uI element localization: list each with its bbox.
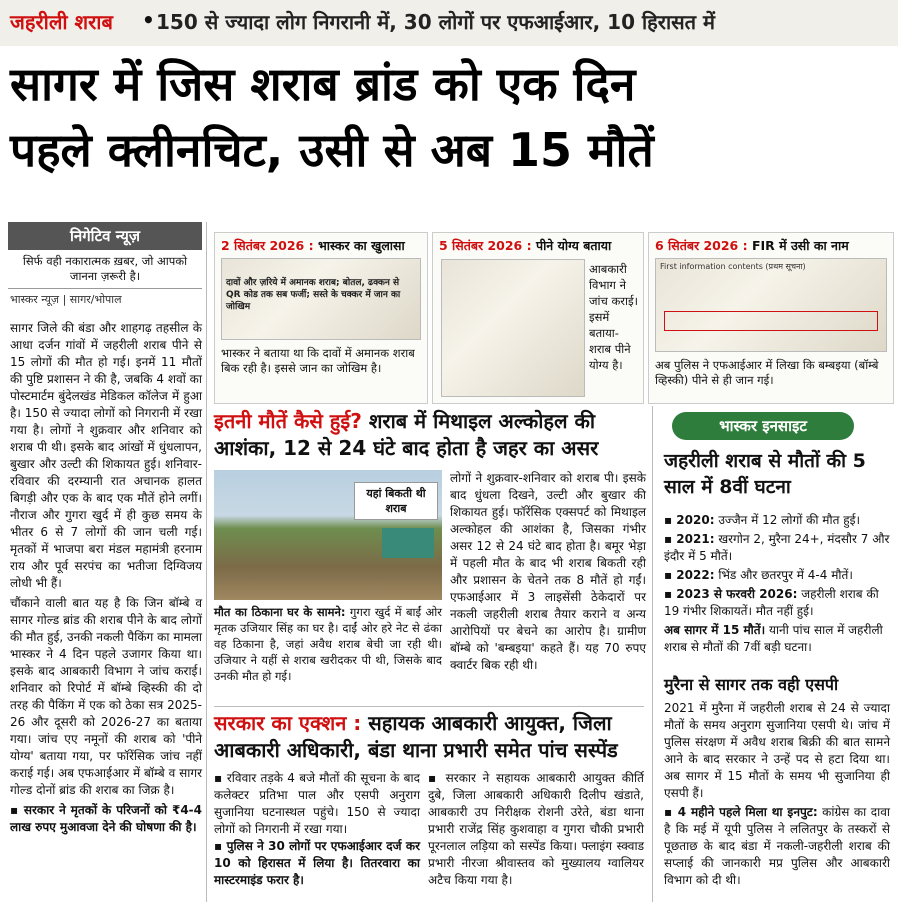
- panel-3-title: [649, 233, 893, 258]
- right-column-divider: [652, 406, 653, 902]
- action-heading-text: सहायक आबकारी आयुक्त, जिला आबकारी अधिकारी, बंडा थाना प्रभारी समेत पांच सस्पेंड: [214, 711, 618, 762]
- mid-story-text: लोगों ने शुक्रवार-शनिवार को शराब पी। इसके बाद धुंधला दिखने, उल्टी और बुखार की शिकायत हुई। फॉरेंसिक एक्सपर्ट को मिथाइल अल्कोहल की आशंका है, जिसका गंभीर असर 12 से 24 घंटे बाद होता है। बमूर भेड़ा में पहली मौत के बाद भी शराब बिकती रही और प्रशासन के चेतने तक 8 मौतें हो गईं। एफआईआर में 3 लाइसेंसी ठेकेदारों पर नकली जहरीली शराब तैयार कराने व अन्य आरोपियों पर बेचने का आरोप है। ग्रामीण बॉम्बे को 'बम्बइया' कहते हैं। यह 70 रुपए क्वार्टर बिक रही थी।: [450, 471, 646, 672]
- insight-item-text: यानी पांच साल में जहरीली शराब से मौतों की 7वीं बड़ी घटना।: [664, 623, 883, 654]
- photo-caption-text: गुगरा खुर्द में बाईं ओर मृतक उजियार सिंह का घर है। दाईं ओर हरे नेट से ढंका वह ठिकाना है, जहां अवैध शराब बेची जा रही थी। उजियार ने यहीं से शराब खरीदकर पी थी, जिसके बाद उनकी मौत हो गई।: [214, 605, 442, 683]
- headline-line-1: सागर में जिस शराब ब्रांड को एक दिन: [10, 57, 636, 111]
- photo-caption-bold: मौत का ठिकाना घर के सामने:: [214, 605, 346, 619]
- action-left-para-2: ▪ पुलिस ने 30 लोगों पर एफआईआर दर्ज कर 10 को हिरासत में लिया है। तितरवारा का मास्टरमाइंड फरार है।: [214, 839, 420, 887]
- action-left-para-1: ▪ रविवार तड़के 4 बजे मौतों की सूचना के बाद कलेक्टर प्रतिभा पाल और एसपी अनुराग सुजानिया घटनास्थल पहुंचे। 150 से ज्यादा लोगों को निगरानी में रखा गया।: [214, 771, 420, 836]
- village-photo: [214, 470, 442, 600]
- insight-item-label: ▪ 2021:: [664, 532, 715, 546]
- insight-item-label: ▪ 2022:: [664, 568, 715, 582]
- kicker-label: जहरीली शराब: [10, 10, 113, 34]
- panel-2-document-image: [441, 259, 585, 397]
- morena-text-block: [664, 700, 890, 891]
- panel-sept-6: [648, 232, 894, 404]
- panel-1-caption: भास्कर ने बताया था कि दावों में अमानक शराब बिक रही है। इससे जान का जोखिम है।: [221, 346, 415, 375]
- morena-bullet-text: कांग्रेस का दावा है कि मई में यूपी पुलिस ने ललितपुर के तस्करों से पूछताछ के बाद बंडा में नकली-जहरीली शराब की सप्लाई की जानकारी मप्र पुलिस और आबकारी विभाग को दी थी।: [664, 805, 891, 887]
- insight-item-text: भिंड और छतरपुर में 4-4 मौतें।: [714, 568, 853, 582]
- insight-item: [664, 512, 890, 529]
- action-right-text: ▪ सरकार ने सहायक आबकारी आयुक्त कीर्ति दुबे, जिला आबकारी अधिकारी दिलीप खंडाते, आबकारी उप निरीक्षक रोशनी उरेते, बंडा थाना प्रभारी राजेंद्र सिंह कुशवाहा व गुगरा चौकी प्रभारी पूरनलाल लड़िया को सस्पेंड किया। फ्लाइंग स्क्वाड प्रभारी नीरजा श्रीवास्तव को मुख्यालय ग्वालियर अटैच किया गया है।: [428, 771, 644, 887]
- insight-heading: जहरीली शराब से मौतों की 5 साल में 8वीं घटना: [664, 450, 866, 498]
- story-column-1: [10, 320, 202, 839]
- panel-sept-2: [214, 232, 428, 404]
- story-para-1: सागर जिले की बंडा और शाहगढ़ तहसील के आधा दर्जन गांवों में जहरीली शराब पीने से 15 लोगों की मौत हो गई। इनमें 11 मौतों की पुष्टि प्रशासन ने की है, जबकि 4 शवों का पोस्टमार्टम बुंदेलखंड मेडिकल कॉलेज में हुआ है। 150 से ज्यादा लोगों को निगरानी में रखा गया है। लोगों ने शुक्रवार और शनिवार को शराब पी थी। इसके बाद आंखों में धुंधलापन, बुखार और उल्टी की शिकायत हुई। शनिवार-रविवार की दरम्यानी रात अचानक हालत बिगड़ी और एक के बाद एक मौतें होने लगीं। नौराज और गुगरा खुर्द में ही कुछ समय के भीतर 6 से 7 लोगों की जान चली गई। मृतकों में भाजपा बरा मंडल महामंत्री हरनाम राय और पूर्व सरपंच का भतीजा दिग्विजय लोधी भी हैं।: [10, 321, 202, 590]
- mid-heading-red: इतनी मौतें कैसे हुई?: [214, 409, 362, 433]
- morena-text: 2021 में मुरैना में जहरीली शराब से 24 से ज्यादा मौतों के समय अनुराग सुजानिया एसपी थे। जांच में पुलिस संरक्षण में अवैध शराब बिक्री की बात सामने आने के बाद सरकार ने उन्हें पद से हटा दिया था। अब सागर में 15 मौतों के समय भी सुजानिया ही एसपी हैं।: [664, 701, 890, 800]
- panel-3-caption: अब पुलिस ने एफआईआर में लिखा कि बम्बइया (बॉम्बे व्हिस्की) पीने से ही जान गई।: [655, 358, 879, 387]
- insight-item-text: खरगोन 2, मुरैना 24+, मंदसौर 7 और इंदौर में 5 मौतें।: [664, 532, 890, 563]
- panel-1-clipping-text: दावों और ज़रिये में अमानक शराब; बोतल, ढक्कन से QR कोड तक सब फर्जी; सस्ते के चक्कर में जान का जोखिम: [226, 278, 401, 312]
- kicker-subline: 150 से ज्यादा लोग निगरानी में, 30 लोगों पर एफआईआर, 10 हिरासत में: [156, 10, 715, 34]
- kicker-dot: •: [142, 8, 155, 32]
- insight-item: [664, 586, 890, 620]
- panel-sept-5: [432, 232, 644, 404]
- panel-2-side-text: आबकारी विभाग ने जांच कराई। इसमें बताया- शराब पीने योग्य है।: [589, 262, 638, 372]
- panel-3-heading: FIR में उसी का नाम: [751, 238, 849, 253]
- panel-1-heading: भास्कर का खुलासा: [317, 238, 405, 253]
- mid-heading: [214, 408, 654, 462]
- mid-heading-text: शराब में मिथाइल अल्कोहल की आशंका, 12 से 24 घंटे बाद होता है जहर का असर: [214, 409, 599, 460]
- insight-item-label: ▪ 2020:: [664, 513, 715, 527]
- story-para-2: चौंकाने वाली बात यह है कि जिन बॉम्बे व सागर गोल्ड ब्रांड की शराब पीने के बाद लोगों की मौत हुई, उनकी नकली पैकिंग का मामला भास्कर ने 4 दिन पहले उजागर किया था। इसके बाद आबकारी विभाग ने जांच कराई। शनिवार को रिपोर्ट में बॉम्बे व्हिस्की की दो तरह की पैकिंग में एक को ठेका सत्र 2025-26 और दूसरी को 2026-27 का बताया गया। जांच एए नमूनों की शराब को 'पीने योग्य' बताया गया, पर फॉरेंसिक जांच नहीं कराई गई। अब एफआईआर में बॉम्बे व सागर गोल्ड दोनों ब्रांड की शराब का जिक्र है।: [10, 596, 202, 797]
- negative-news-badge: निगेटिव न्यूज़: [8, 222, 202, 250]
- insight-item-label: अब सागर में 15 मौतें।: [664, 623, 766, 637]
- panel-3-date: 6 सितंबर 2026 :: [655, 238, 748, 253]
- photo-caption: [214, 604, 442, 684]
- morena-bullet-label: ▪ 4 महीने पहले मिला था इनपुट:: [664, 805, 818, 819]
- insight-item-text: उज्जैन में 12 लोगों की मौत हुई।: [714, 513, 861, 527]
- panel-1-clipping-image: [221, 258, 421, 340]
- action-heading: [214, 710, 654, 764]
- panel-1-title: [215, 233, 427, 258]
- action-left-text: [214, 770, 420, 889]
- insight-item-text: जहरीली शराब की 19 गंभीर शिकायतें। मौत नहीं हुई।: [664, 587, 879, 618]
- green-net-shed: [382, 528, 434, 558]
- action-divider: [214, 706, 644, 707]
- insight-item: [664, 531, 890, 565]
- action-heading-red: सरकार का एक्शन :: [214, 711, 362, 735]
- negative-news-sub: सिर्फ वही नकारात्मक ख़बर, जो आपको जानना ज़रूरी है।: [8, 250, 202, 289]
- insight-item: [664, 622, 890, 656]
- panel-3-fir-text: First information contents (प्रथम सूचना): [660, 262, 806, 271]
- panel-2-heading: पीने योग्य बताया: [535, 238, 612, 253]
- insight-list: [664, 512, 890, 658]
- byline: भास्कर न्यूज़ | सागर/भोपाल: [10, 293, 122, 306]
- insight-item: [664, 567, 890, 584]
- morena-bullet: [664, 804, 890, 889]
- morena-heading: मुरैना से सागर तक वही एसपी: [664, 675, 839, 694]
- panel-2-date: 5 सितंबर 2026 :: [439, 238, 532, 253]
- negative-news-box: [8, 222, 202, 289]
- panel-3-fir-image: [655, 258, 887, 352]
- photo-stamp: यहां बिकती थी शराब: [354, 482, 438, 520]
- panel-2-title: [433, 233, 643, 258]
- insight-item-label: ▪ 2023 से फरवरी 2026:: [664, 587, 798, 601]
- headline-line-2: पहले क्लीनचिट, उसी से अब 15 मौतें: [10, 123, 654, 177]
- compensation-bullet: ▪ सरकार ने मृतकों के परिजनों को ₹4-4 लाख रुपए मुआवजा देने की घोषणा की है।: [10, 803, 202, 834]
- panel-1-date: 2 सितंबर 2026 :: [221, 238, 314, 253]
- panel-3-highlight-box: [664, 311, 878, 331]
- insight-badge: भास्कर इनसाइट: [672, 412, 854, 440]
- column-divider: [206, 222, 207, 902]
